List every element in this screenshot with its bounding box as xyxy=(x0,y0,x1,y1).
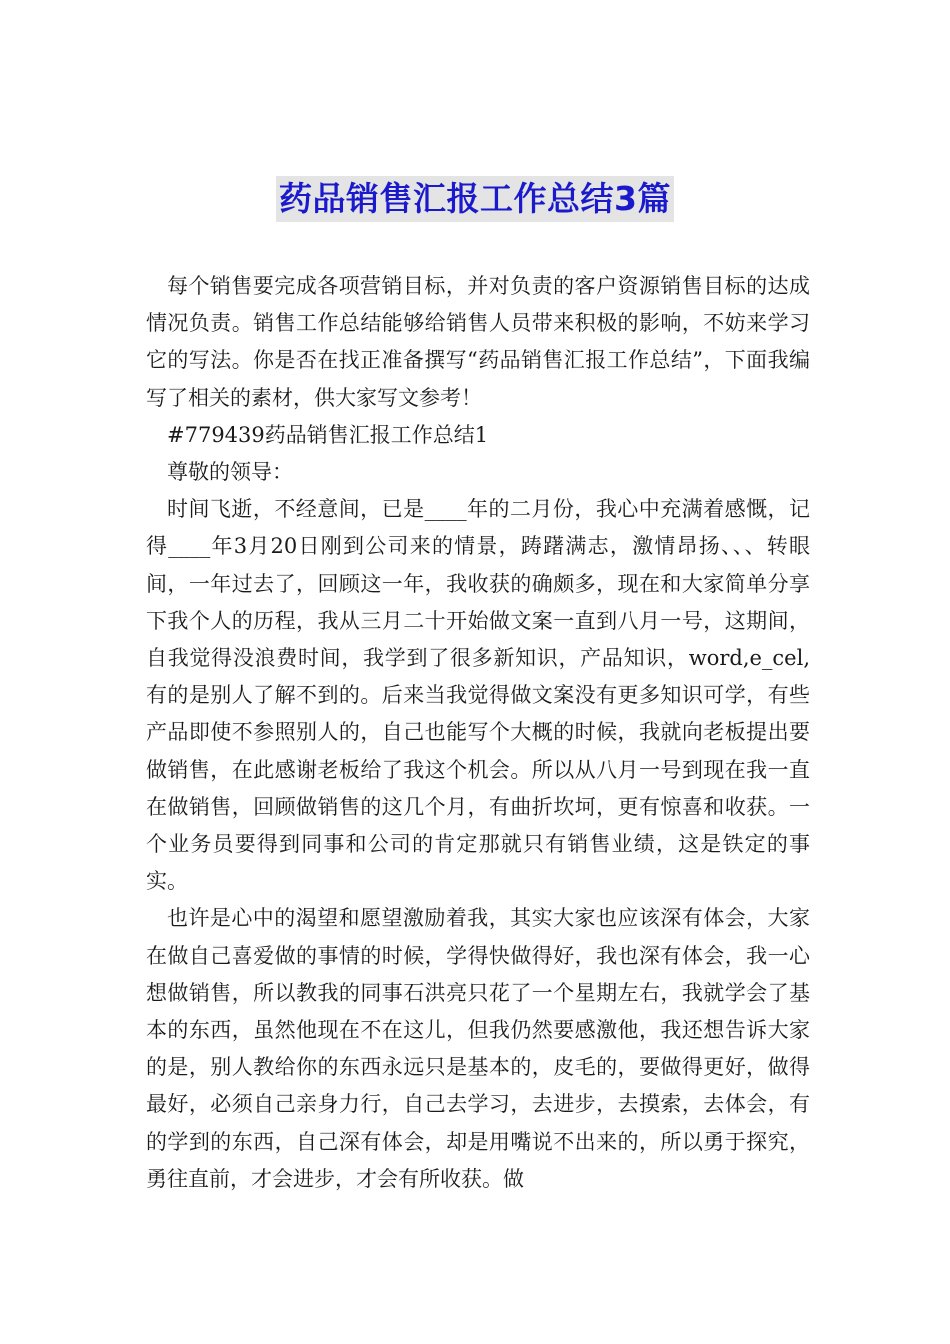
salutation: 尊敬的领导： xyxy=(167,460,293,485)
title-wrap xyxy=(0,176,950,222)
document-body xyxy=(146,268,810,1198)
section-heading: #779439药品销售汇报工作总结1 xyxy=(167,422,489,447)
intro-paragraph: 每个销售要完成各项营销目标，并对负责的客户资源销售目标的达成情况负责。销售工作总结能够给销售人员带来积极的影响，不妨来学习它的写法。你是否在找正准备撰写“药品销售汇报工作总结”，下面我编写了相关的素材，供大家写文参考！ xyxy=(146,274,810,410)
document-title: 药品销售汇报工作总结3篇 xyxy=(276,176,674,222)
body-paragraph-2: 也许是心中的渴望和愿望激励着我，其实大家也应该深有体会，大家在做自己喜爱做的事情的时候，学得快做得好，我也深有体会，我一心想做销售，所以教我的同事石洪亮只花了一个星期左右，我就学会了基本的东西，虽然他现在不在这儿，但我仍然要感激他，我还想告诉大家的是，别人教给你的东西永远只是基本的，皮毛的，要做得更好，做得最好，必须自己亲身力行，自己去学习，去进步，去摸索，去体会，有的学到的东西，自己深有体会，却是用嘴说不出来的，所以勇于探究，勇往直前，才会进步，才会有所收获。做 xyxy=(146,906,810,1191)
body-paragraph-1: 时间飞逝，不经意间，已是____年的二月份，我心中充满着感慨，记得____年3月20日刚到公司来的情景，踌躇满志，激情昂扬、、、转眼间，一年过去了，回顾这一年，我收获的确颇多，现在和大家简单分享下我个人的历程，我从三月二十开始做文案一直到八月一号，这期间，自我觉得没浪费时间，我学到了很多新知识，产品知识，word,e_cel,有的是别人了解不到的。后来当我觉得做文案没有更多知识可学，有些产品即使不参照别人的，自己也能写个大概的时候，我就向老板提出要做销售，在此感谢老板给了我这个机会。所以从八月一号到现在我一直在做销售，回顾做销售的这几个月，有曲折坎坷，更有惊喜和收获。一个业务员要得到同事和公司的肯定那就只有销售业绩，这是铁定的事实。 xyxy=(146,497,810,894)
